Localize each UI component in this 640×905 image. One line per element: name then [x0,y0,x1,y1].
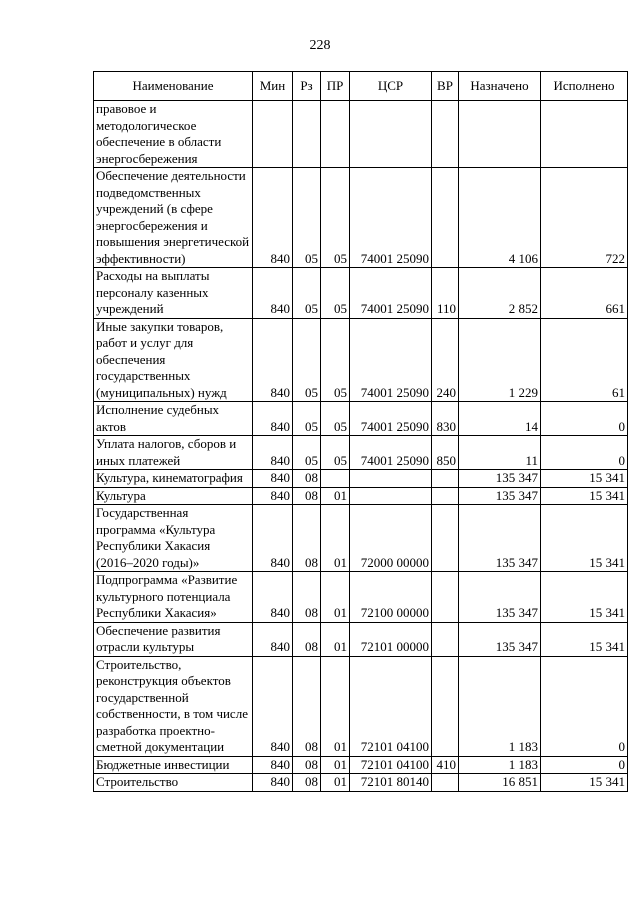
column-header-executed: Исполнено [541,72,628,101]
cell-pr: 05 [321,268,350,319]
cell-rz: 08 [293,774,321,792]
table-row [94,402,628,436]
cell-vr [432,505,459,572]
cell-executed: 15 341 [541,774,628,792]
column-header-assigned: Назначено [459,72,541,101]
cell-executed: 61 [541,318,628,402]
table-body [94,101,628,792]
cell-executed: 661 [541,268,628,319]
cell-pr: 01 [321,572,350,623]
table-row [94,101,628,168]
table-row [94,572,628,623]
cell-min: 840 [253,756,293,774]
cell-rz: 05 [293,168,321,268]
cell-min: 840 [253,436,293,470]
cell-rz: 05 [293,402,321,436]
cell-executed: 15 341 [541,572,628,623]
cell-executed [541,101,628,168]
cell-csr: 72101 00000 [350,622,432,656]
table-row [94,487,628,505]
cell-executed: 0 [541,656,628,756]
cell-min: 840 [253,656,293,756]
column-header-vr: ВР [432,72,459,101]
cell-pr: 05 [321,436,350,470]
cell-csr [350,101,432,168]
cell-pr: 01 [321,774,350,792]
table-row [94,656,628,756]
cell-min: 840 [253,572,293,623]
cell-csr: 74001 25090 [350,436,432,470]
cell-assigned: 135 347 [459,470,541,488]
cell-executed: 15 341 [541,622,628,656]
cell-vr [432,487,459,505]
cell-min: 840 [253,505,293,572]
cell-min: 840 [253,622,293,656]
cell-min: 840 [253,470,293,488]
cell-name: Уплата налогов, сборов и иных платежей [94,436,253,470]
cell-csr: 72000 00000 [350,505,432,572]
table-header-row [94,72,628,101]
page-number: 228 [309,38,331,53]
cell-name: Культура [94,487,253,505]
cell-pr [321,470,350,488]
cell-rz: 08 [293,756,321,774]
cell-rz [293,101,321,168]
cell-name: Строительство, реконструкция объектов государственной собственности, в том числе разработка проектно-сметной документации [94,656,253,756]
cell-executed: 0 [541,756,628,774]
table-row [94,470,628,488]
cell-pr: 01 [321,622,350,656]
cell-assigned: 135 347 [459,487,541,505]
cell-csr: 72100 00000 [350,572,432,623]
cell-pr: 05 [321,402,350,436]
cell-rz: 05 [293,436,321,470]
cell-name: Подпрограмма «Развитие культурного потенциала Республики Хакасия» [94,572,253,623]
cell-rz: 08 [293,622,321,656]
cell-assigned [459,101,541,168]
cell-rz: 08 [293,487,321,505]
cell-assigned: 16 851 [459,774,541,792]
cell-min: 840 [253,268,293,319]
table-row [94,505,628,572]
cell-vr [432,101,459,168]
cell-pr: 01 [321,505,350,572]
cell-assigned: 4 106 [459,168,541,268]
cell-min: 840 [253,487,293,505]
cell-rz: 08 [293,470,321,488]
cell-name: Расходы на выплаты персоналу казенных учреждений [94,268,253,319]
table-row [94,268,628,319]
cell-min: 840 [253,168,293,268]
column-header-min: Мин [253,72,293,101]
column-header-csr: ЦСР [350,72,432,101]
cell-name: Обеспечение деятельности подведомственных учреждений (в сфере энергосбережения и повышения энергетической эффективности) [94,168,253,268]
column-header-name: Наименование [94,72,253,101]
cell-vr: 410 [432,756,459,774]
cell-name: Исполнение судебных актов [94,402,253,436]
cell-assigned: 1 229 [459,318,541,402]
cell-assigned: 135 347 [459,572,541,623]
cell-vr [432,656,459,756]
cell-assigned: 1 183 [459,656,541,756]
cell-vr [432,622,459,656]
cell-pr [321,101,350,168]
column-header-pr: ПР [321,72,350,101]
cell-executed: 722 [541,168,628,268]
cell-executed: 15 341 [541,470,628,488]
cell-csr: 74001 25090 [350,402,432,436]
cell-min [253,101,293,168]
cell-pr: 01 [321,487,350,505]
cell-assigned: 1 183 [459,756,541,774]
cell-name: Строительство [94,774,253,792]
cell-min: 840 [253,318,293,402]
cell-min: 840 [253,402,293,436]
cell-assigned: 11 [459,436,541,470]
table-row [94,622,628,656]
cell-name: правовое и методологическое обеспечение в области энергосбережения [94,101,253,168]
cell-executed: 0 [541,436,628,470]
cell-vr [432,774,459,792]
cell-csr: 72101 80140 [350,774,432,792]
cell-rz: 05 [293,268,321,319]
cell-assigned: 2 852 [459,268,541,319]
cell-pr: 01 [321,756,350,774]
cell-assigned: 14 [459,402,541,436]
cell-csr: 74001 25090 [350,268,432,319]
cell-executed: 15 341 [541,505,628,572]
cell-rz: 08 [293,505,321,572]
cell-vr [432,572,459,623]
cell-executed: 0 [541,402,628,436]
cell-rz: 05 [293,318,321,402]
cell-pr: 05 [321,318,350,402]
cell-rz: 08 [293,572,321,623]
table-row [94,774,628,792]
cell-assigned: 135 347 [459,622,541,656]
cell-rz: 08 [293,656,321,756]
budget-table [93,71,628,792]
cell-csr: 72101 04100 [350,656,432,756]
cell-name: Государственная программа «Культура Республики Хакасия (2016–2020 годы)» [94,505,253,572]
table-row [94,756,628,774]
cell-csr [350,470,432,488]
table-row [94,318,628,402]
column-header-rz: Рз [293,72,321,101]
cell-name: Иные закупки товаров, работ и услуг для обеспечения государственных (муниципальных) нужд [94,318,253,402]
cell-vr [432,470,459,488]
cell-csr: 74001 25090 [350,318,432,402]
cell-assigned: 135 347 [459,505,541,572]
cell-name: Бюджетные инвестиции [94,756,253,774]
cell-min: 840 [253,774,293,792]
table-row [94,168,628,268]
cell-vr: 830 [432,402,459,436]
cell-name: Обеспечение развития отрасли культуры [94,622,253,656]
cell-csr [350,487,432,505]
cell-pr: 05 [321,168,350,268]
table-row [94,436,628,470]
cell-csr: 74001 25090 [350,168,432,268]
cell-name: Культура, кинематография [94,470,253,488]
cell-vr: 240 [432,318,459,402]
cell-vr: 110 [432,268,459,319]
cell-executed: 15 341 [541,487,628,505]
cell-csr: 72101 04100 [350,756,432,774]
cell-vr [432,168,459,268]
cell-pr: 01 [321,656,350,756]
cell-vr: 850 [432,436,459,470]
